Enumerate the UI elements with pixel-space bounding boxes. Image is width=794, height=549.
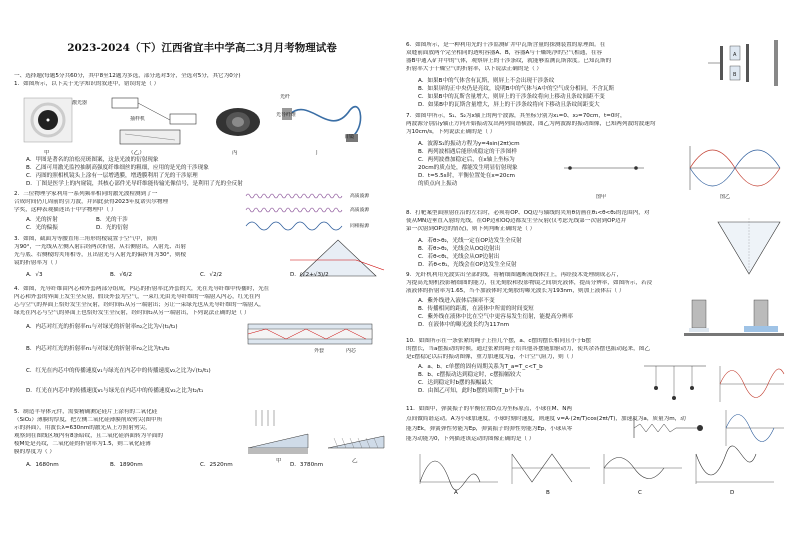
q7-label-b: 图乙 — [720, 194, 731, 200]
q11-graph-label-d: D — [730, 490, 735, 496]
q1-stem: 1．如图所示，以下关于光学知识的叙述中，错误的是（ ） — [14, 81, 160, 87]
q7-option-c: C．两列波叠加稳定后，在x轴上坐标为 — [418, 157, 515, 163]
q4-line-3: 芯与空气的界面上恰好发生全反射，经时间t₁从另一端射出；另让一束绿光也从光导纤维的一端射入， — [14, 302, 265, 308]
q11-graph-label-a: A — [454, 490, 458, 496]
q1-option-a: A．甲图是著名的泊松亮斑图案，这是光波的衍射现象 — [26, 157, 159, 163]
q1-option-d: D．丁图是医学上的内窥镜，其核心部件光导纤维能传输光像信号，是利用了光的全反射 — [26, 181, 243, 187]
q11-option-graphs — [418, 452, 784, 488]
q3-line-1: 3．如图，截面为等腰直角三角形的棱镜置于空气中，顶角 — [14, 236, 158, 242]
q5-option-a: A．1680nm — [26, 462, 59, 468]
q2-wave-label-2: 高质波源 — [350, 208, 370, 213]
q1-tag-optical-fiber: 光导纤维 — [276, 112, 297, 118]
q1-tag-fiber: 光纤 — [280, 94, 291, 100]
graph-d — [696, 446, 774, 484]
camera-lens-figure — [216, 108, 260, 136]
q11-graph-label-b: B — [546, 490, 550, 496]
q6-line-2: 双缝前面放两个完全相同的透明容器A、B，容器A与干燥纯净的空气相通，在容 — [406, 50, 603, 56]
q9-option-d: D．在液体中的曝光波长约为117nm — [418, 322, 510, 328]
q2-line-2: 合成时间仍几周前的引力波，并因此获得2023年度诺贝尔物理 — [14, 199, 169, 205]
q8-line-1: 8．打靶案型面照射在沿的左右时，必须将OP、OQ边与轴线的夹角θ切画在θ₁<θ<θ₂的范围内，对 — [406, 210, 650, 216]
q5-line-4: 观察到在图线区域内有8条暗纹，且二氧化硅斜面转为平面的 — [14, 433, 163, 439]
q7-line-2: 两波源分别沿y轴正方向开始振动发出两列简谐横波，图乙为两波源的振动图像，已知两列波的波速均 — [406, 121, 656, 127]
svg-text:B: B — [733, 72, 737, 78]
q11-line-1: 11．如图甲，弹簧振子的平衡位置O点为坐标原点，小球在M、N两 — [406, 406, 572, 412]
q10-line-1: 10．如图所示在一条张紧的绳子上挂几个摆，a、c摆的摆长相同且小于b摆 — [406, 338, 591, 344]
q7-option-a: A．波源S₁的振动方程为y=4sin(2πt)cm — [418, 141, 520, 147]
q5-option-b: B．1890nm — [110, 462, 143, 468]
q4-option-b: B．内芯对红光的折射率n₁与对绿光的折射率n₂之比为t₁/t₂ — [26, 346, 170, 352]
q8-line-3: 第一次射到OP边的情况)，则下列判断正确的是（ ） — [406, 226, 536, 232]
q1-label-c: 丙 — [232, 150, 238, 156]
q10-option-d: D．由图乙可知，此时b摆的周期T_b小于t₀ — [418, 388, 524, 394]
q8-option-b: B．若θ>θ₂，光线会从OQ边射出 — [418, 246, 501, 252]
q9-line-3: 液液体的折射率为1.65，当不加液体时光刻胶的曝光波长为193nm，则加上液体后（ ） — [406, 288, 625, 294]
q3-line-2: 为90°，一光线从左侧入射后经两次折射，从右侧射出，入射光、出射 — [14, 244, 187, 250]
q5-label-b: 乙 — [352, 458, 358, 464]
q7-option-b: B．两列波相遇后能形成稳定的干涉图样 — [418, 149, 517, 155]
q8-option-d: D．若θ<θ₁，光线会在OP边发生全反射 — [418, 262, 517, 268]
q7-line-1: 7．如图甲所示，S₁、S₂为x轴上的两个波源，其坐标分别为x₁=0、x₂=70cm，t=0时， — [406, 113, 626, 119]
q10-option-a: A．a、b、c单摆的固有周期关系为T_a=T_c<T_b — [418, 364, 543, 370]
q8-option-c: C．若θ<θ₁，光线会从OP边射出 — [418, 254, 500, 260]
q4-line-2: 内芯和外套的界面上发生全反射，假设外套为空气，一束红光由光导纤维的一端射入内芯，红光在内 — [14, 294, 261, 300]
q9-lithography-figure — [684, 296, 784, 336]
q2-wave-figure — [246, 190, 346, 234]
q6-line-3: 器B中通入矿井中的气体，观察屏上的干涉条纹，就能够监测瓦斯浓度。已知瓦斯的 — [406, 58, 612, 64]
q2-line-3: 学奖，这种表观描述出于中学物理中（ ） — [14, 207, 117, 213]
q11-line-4: 能为动能为0，下列描述该运动的图像正确的是（ ） — [406, 436, 535, 442]
q7-option-c-cont: 20cm的质点处，都能发生明显衍射现象 — [418, 165, 518, 171]
section-heading: 一、选择题(每题5分共60分，其中8至12题为多选，部分选对3分，全选对5分，其它为0分) — [14, 73, 241, 79]
q4-option-a: A．内芯对红光的折射率n₁与对绿光的折射率n₂之比为√(t₁/t₂) — [26, 324, 178, 330]
q1-option-b: B．乙图可用激光监控抽制高强度纤维细丝的粗细，应用的是光的干涉现象 — [26, 165, 209, 171]
q6-detector-figure — [706, 40, 786, 86]
q4-label-cladding: 外套 — [314, 348, 325, 354]
q8-prism-figure — [714, 218, 784, 278]
q3-option-a: A．√3 — [26, 272, 43, 278]
q10-option-c: C．达到稳定时b摆的振幅最大 — [418, 380, 493, 386]
q8-option-a: A．若θ>θ₂，光线一定在OP边发生全反射 — [418, 238, 522, 244]
q1-tag-laser: 激光器 — [72, 100, 88, 106]
q4-line-1: 4．如图，光导纤维由内芯和外套两部分组成，内芯的折射率比外套的大，光在光导纤维中传播时，光在 — [14, 286, 270, 292]
q4-line-4: 绿光在内芯与空气的界面上也恰好发生全反射，经时间t₂从另一端射出，下列说法正确的是（ ） — [14, 310, 250, 316]
q2-option-a: A．光的折射 — [26, 217, 58, 223]
q5-line-1: 5．制造半导体元件，需要精确测定硅片上涂有的二氧化硅 — [14, 409, 158, 415]
q9-option-a: A．紫外线进入液体后频率不变 — [418, 298, 495, 304]
q1-label-a: 甲 — [44, 150, 50, 156]
q3-option-d: D．(√2+√3)/2 — [290, 272, 329, 278]
q11-graph-label-c: C — [638, 490, 642, 496]
q3-option-c: C．√2/2 — [200, 272, 223, 278]
q7-option-d: D．t=5.5s时，平衡位置处在x=20cm — [418, 173, 515, 179]
q6-option-c: C．如果B中的瓦斯含量增大，则屏上的干涉条纹将向上移动且条纹间距不变 — [418, 94, 605, 100]
q6-option-a: A．如果B中的气体含有瓦斯，则屏上不会出现干涉条纹 — [418, 78, 555, 84]
q5-line-3: 示的斜面），用波长λ=630nm的激光从上方照射劈尖， — [14, 425, 151, 431]
q2-wave-label-1: 高质波源 — [350, 194, 370, 199]
q2-line-1: 2．三位物理学家利用一系列频率相同的激光波检测到了一 — [14, 191, 158, 197]
q9-option-c: C．紫外线在液体中比在空气中更容易发生衍射，能提高分辨率 — [418, 314, 573, 320]
wave-line-3 — [246, 222, 342, 230]
q11-line-2: 点间做简谐运动。A为小球加速度，小球时刻时速度，则速度 v=A·(2π/T)cos(2πt/T)，加速度为a，质量为m，动 — [406, 416, 686, 422]
q6-option-d: D．如果B中的瓦斯含量增大，屏上的干涉条纹将向下移动且条纹间距变大 — [418, 102, 600, 108]
laser-monitor-figure — [112, 98, 196, 144]
q6-line-4: 折射率大于干燥空气的折射率，以下说法正确的是（ ） — [406, 66, 543, 72]
q9-line-2: 为提高光刻机投影精细图的能力，在光刻胶和投影物镜之间填充液体，提高分辨率，如图所示，若浸 — [406, 280, 653, 286]
q2-option-d: D．光的衍射 — [96, 225, 129, 231]
exam-title: 2023-2024（下）江西省宜丰中学高二3月月考物理试卷 — [67, 42, 337, 54]
graph-c — [604, 454, 682, 484]
q5-line-5: 棱M处是亮纹，二氧化硅的折射率为1.5，则二氧化硅薄 — [14, 441, 151, 447]
q2-option-b: B．光的干涉 — [96, 217, 128, 223]
q3-line-3: 光与底、右侧棱的夹角相等，且出射光与入射光的偏折角为30°，则棱 — [14, 252, 187, 258]
q7-figure — [560, 142, 784, 194]
q1-label-b: （乙） — [128, 150, 145, 156]
q2-option-c: C．光的偏振 — [26, 225, 58, 231]
q2-wave-label-3: 同相振源 — [350, 224, 370, 229]
q10-line-3: 是c摆稳定以后的振动图像，重力加速度为g，不计空气阻力，则（ ） — [406, 354, 577, 360]
q10-pendulum-figure — [640, 362, 786, 406]
q11-spring-figure — [630, 408, 786, 448]
poisson-spot-figure — [24, 98, 72, 142]
q6-option-b: B．如果屏的正中央仍是亮纹，说明B中的气体与A中的空气成分相同，不含瓦斯 — [418, 86, 615, 92]
wave-line-2 — [246, 208, 342, 212]
q4-label-core: 内芯 — [346, 348, 357, 354]
q5-wedge-figure — [248, 408, 388, 464]
q11-line-3: 能为Ek，弹簧弹性势能为Ep，弹簧振子的弹性势能为Ep，小球从零 — [406, 426, 573, 432]
q10-line-2: 的摆长，当a摆振动的时候，通过张紧的绳子给其他各摆施加驱动力，使其余各摆也振动起来，图乙 — [406, 346, 650, 352]
q9-line-1: 9．光纤机利用光波实出全部的线，将精细图题断流线体注上，再经技术处理制成芯片， — [406, 272, 623, 278]
q7-option-d-cont: 的质点向上振动 — [418, 181, 458, 187]
q8-line-2: 使从MN边垂直入射的光线，在OP边和OQ边都发生全反射(仅考虑光线第一次射到OP边并 — [406, 218, 627, 224]
q3-line-4: 镜的折射率为（ ） — [14, 260, 61, 266]
q10-option-b: B．b、c摆振动达到稳定时，c摆振幅较大 — [418, 372, 522, 378]
q6-line-1: 6．如图所示，是一种利用光的干涉监测矿井中瓦斯含量的探测装置的原理图。在 — [406, 42, 606, 48]
q9-option-b: B．传播相同的距离，在液体中所需的时间变短 — [418, 306, 534, 312]
q4-option-d: D．红光在内芯中的传播速度v₁与绿光在内芯中的传播速度v₂之比为t₂/t₁ — [26, 388, 204, 394]
q1-tag-sampler: 抽样机 — [130, 116, 146, 122]
svg-text:A: A — [733, 52, 737, 58]
q5-line-2: （SiO₂）薄膜的厚度，把左侧二氧化硅薄膜削成劈尖(图甲所 — [14, 417, 163, 423]
q5-option-c: C．2520nm — [200, 462, 233, 468]
q5-label-a: 甲 — [276, 458, 282, 464]
q7-line-3: 为10cm/s，下列说法正确的是（ ） — [406, 129, 496, 135]
wave-line-1 — [246, 194, 342, 198]
q1-label-d: 丁 — [314, 150, 320, 156]
q1-tag-eyepiece: 目镜 — [344, 134, 355, 140]
q4-option-c: C．红光在内芯中的传播速度v₁与绿光在内芯中的传播速度v₂之比为√(t₂/t₁) — [26, 368, 211, 374]
q5-option-d: D．3780nm — [290, 462, 324, 468]
q3-option-b: B．√6/2 — [110, 272, 132, 278]
q1-option-c: C．丙图的照相机镜头上涂有一层增透膜，增透膜利用了光的干涉原理 — [26, 173, 198, 179]
q5-line-6: 膜的厚度为（ ） — [14, 449, 55, 455]
graph-a — [420, 454, 498, 490]
q7-label-a: 图甲 — [596, 194, 607, 200]
graph-b — [512, 454, 590, 484]
